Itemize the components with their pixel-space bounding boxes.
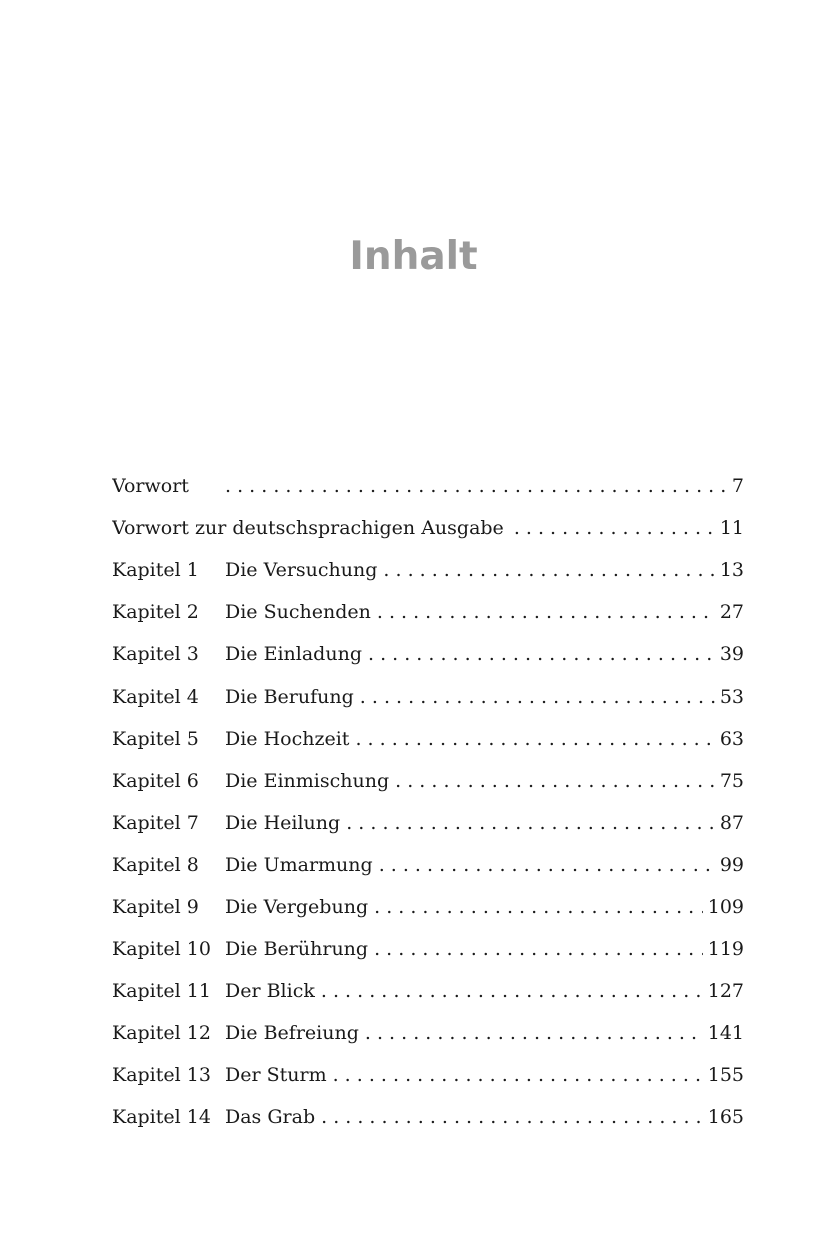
toc-page-number: 53 [715,686,744,708]
chapter-number: Kapitel 12 [112,1022,211,1045]
chapter-title: Die Suchenden [225,601,377,623]
toc-entry-chapter-2[interactable] [112,591,744,633]
page-title: Inhalt [349,234,478,279]
table-of-contents [112,465,744,1139]
toc-entry-chapter-1[interactable] [112,549,744,591]
toc-page-number: 127 [703,980,744,1002]
chapter-title: Die Berufung [225,686,360,708]
dot-leader [355,728,714,750]
toc-page-number: 7 [727,475,744,497]
toc-entry-chapter-7[interactable] [112,802,744,844]
toc-page-number: 11 [715,517,744,539]
chapter-number: Kapitel 14 [112,1106,211,1129]
toc-page-number: 119 [703,938,744,960]
toc-entry-chapter-4[interactable] [112,675,744,717]
dot-leader [360,686,715,708]
chapter-number: Kapitel 3 [112,643,199,666]
chapter-number: Kapitel 13 [112,1064,211,1087]
chapter-number: Kapitel 4 [112,685,199,708]
toc-entry-chapter-10[interactable] [112,928,744,970]
chapter-number: Kapitel 2 [112,601,199,624]
toc-entry-chapter-5[interactable] [112,718,744,760]
toc-page-number: 99 [715,854,744,876]
toc-page-number: 87 [715,812,744,834]
toc-page-number: 63 [715,728,744,750]
toc-page-number: 27 [715,601,744,623]
chapter-title: Die Umarmung [225,854,379,876]
dot-leader [333,1064,703,1086]
toc-entry-chapter-6[interactable] [112,760,744,802]
chapter-title: Das Grab [225,1106,321,1128]
dot-leader [377,601,715,623]
dot-leader [383,559,714,581]
toc-entry-chapter-9[interactable] [112,886,744,928]
chapter-title: Die Versuchung [225,559,383,581]
dot-leader [374,938,703,960]
dot-leader [368,643,715,665]
toc-page-number: 165 [703,1106,744,1128]
dot-leader [346,812,715,834]
chapter-title: Die Vergebung [225,896,374,918]
chapter-title: Die Hochzeit [225,728,355,750]
toc-page-number: 155 [703,1064,744,1086]
toc-entry-chapter-13[interactable] [112,1054,744,1096]
toc-page-number: 75 [715,770,744,792]
toc-entry-label: Vorwort [112,475,189,498]
chapter-number: Kapitel 6 [112,769,199,792]
toc-entry-vorwort-deutsch[interactable] [112,507,744,549]
toc-entry-vorwort[interactable] [112,465,744,507]
chapter-number: Kapitel 8 [112,853,199,876]
toc-entry-chapter-3[interactable] [112,633,744,675]
toc-entry-chapter-12[interactable] [112,1012,744,1054]
chapter-title: Der Blick [225,980,321,1002]
chapter-number: Kapitel 7 [112,811,199,834]
dot-leader [365,1022,703,1044]
chapter-number: Kapitel 10 [112,938,211,961]
chapter-number: Kapitel 11 [112,980,211,1003]
chapter-number: Kapitel 5 [112,727,199,750]
toc-page-number: 13 [715,559,744,581]
dot-leader [321,980,703,1002]
toc-page-number: 141 [703,1022,744,1044]
dot-leader [395,770,715,792]
toc-page-number: 39 [715,643,744,665]
chapter-title: Die Einladung [225,643,368,665]
toc-entry-label: Vorwort zur deutschsprachigen Ausgabe [112,517,514,539]
dot-leader [225,475,727,497]
toc-entry-chapter-8[interactable] [112,844,744,886]
chapter-number: Kapitel 9 [112,895,199,918]
dot-leader [514,517,715,539]
toc-entry-chapter-14[interactable] [112,1096,744,1138]
chapter-title: Die Berührung [225,938,374,960]
chapter-title: Die Befreiung [225,1022,365,1044]
chapter-title: Der Sturm [225,1064,333,1086]
dot-leader [374,896,703,918]
toc-entry-chapter-11[interactable] [112,970,744,1012]
chapter-number: Kapitel 1 [112,559,199,582]
chapter-title: Die Heilung [225,812,346,834]
chapter-title: Die Einmischung [225,770,395,792]
dot-leader [379,854,715,876]
dot-leader [321,1106,703,1128]
toc-page-number: 109 [703,896,744,918]
